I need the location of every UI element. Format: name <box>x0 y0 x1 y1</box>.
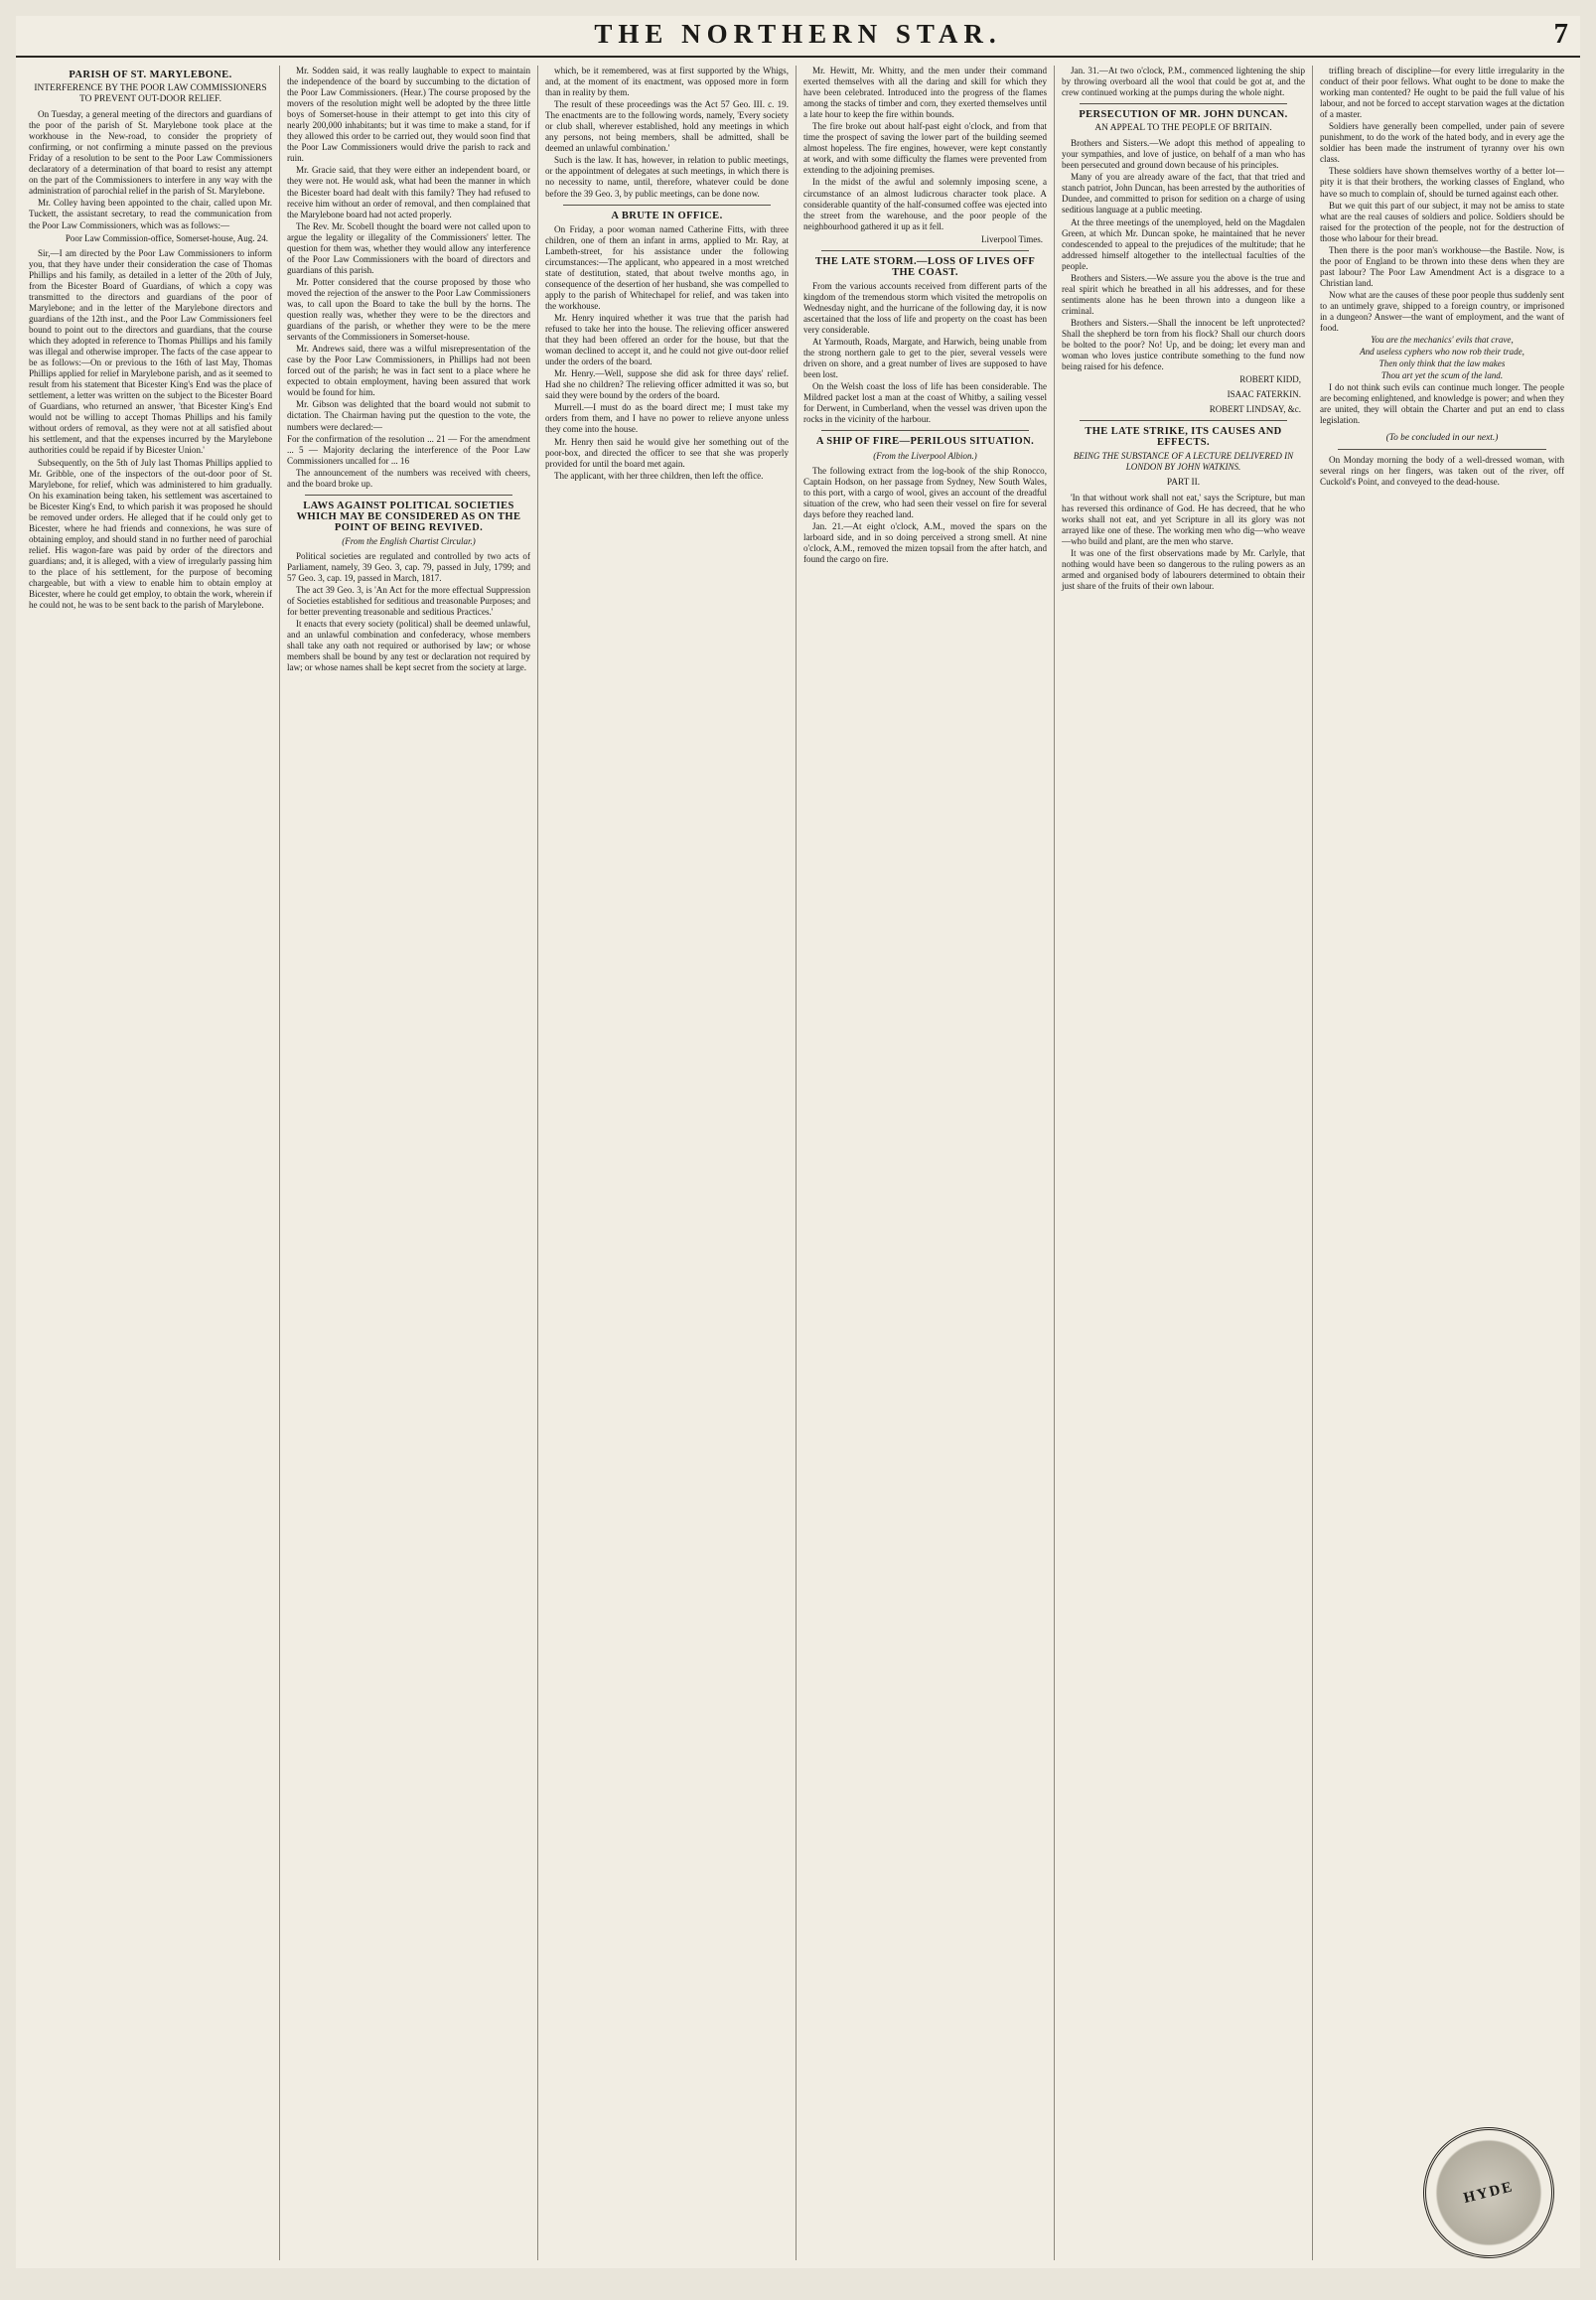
divider <box>821 430 1029 431</box>
source-line: (From the Liverpool Albion.) <box>873 450 977 461</box>
paragraph: At Yarmouth, Roads, Margate, and Harwich, being unable from the strong northern gale to get to the pier, several vessels were driven on shore, and a great number of lives are supposed to have been lost. <box>803 337 1047 380</box>
paragraph: The fire broke out about half-past eight o'clock, and from that time the prospect of saving the lower part of the building seemed almost hopeless. The fire engines, however, were kept constantly at work, and with some difficulty the flames were prevented from extending to the adjoining premises. <box>803 121 1047 176</box>
paragraph: But we quit this part of our subject, it may not be amiss to state what are the real causes of soldiers and police. Soldiers should be raised for the protection of the people, not for the destruction of those who labour for their bread. <box>1320 200 1564 243</box>
division-result: For the confirmation of the resolution ... 21 — For the amendment ... 5 — Majority declaring the interference of the Poor Law Commissioners uncalled for ... 16 <box>287 433 530 466</box>
paragraph: Mr. Hewitt, Mr. Whitty, and the men under their command exerted themselves with all the daring and skill for which they have been celebrated. Introduced into the progress of the flames among the stacks of timber and corn, they exerted themselves until a late hour to keep the fire within bounds. <box>803 66 1047 120</box>
paragraph: Soldiers have generally been compelled, under pain of severe punishment, to do the work of the hated body, and in every age the soldier has been made the instrument of tyranny over his own class. <box>1320 121 1564 165</box>
newspaper-title: THE NORTHERN STAR. <box>594 19 1002 49</box>
source-line: (From the English Chartist Circular.) <box>342 535 476 546</box>
headline-late-storm: THE LATE STORM.—LOSS OF LIVES OFF THE COAST. <box>814 255 1036 278</box>
paragraph: Mr. Sodden said, it was really laughable to expect to maintain the independence of the board by succumbing to the dictation of the Poor Law Commissioners. (Hear.) The course proposed by the movers of the resolution might well be adopted by the three little boys of Somerset-house in their attempt to get into this city of nearly 200,000 inhabitants; but it was time to make a stand, for if they allowed this order to be carried out, they would soon find that the Poor Law Commissioners would drive the parish to rack and ruin. <box>287 66 530 164</box>
masthead <box>16 16 1580 58</box>
paragraph: Brothers and Sisters.—We adopt this method of appealing to your sympathies, and love of justice, on behalf of a man who has been persecuted and ground down because of his principles. <box>1062 138 1305 171</box>
divider <box>821 250 1029 251</box>
part-label: PART II. <box>1166 477 1201 488</box>
paragraph: In the midst of the awful and solemnly imposing scene, a circumstance of an almost ludicrous character took place. A considerable quantity of the half-consumed coffee was ejected into the street from the warehouse, and the poor people of the neighbourhood gathered it up as it fell. <box>803 177 1047 231</box>
divider <box>305 495 512 496</box>
paragraph: Mr. Potter considered that the course proposed by those who moved the rejection of the answer to the Poor Law Commissioners was, to call upon the Board to take the bull by the horns. The question really was, whether they were to be the directors and guardians of the parish, or whether they were to be the mere servants of the Commissioners in Somerset-house. <box>287 276 530 343</box>
headline-laws: LAWS AGAINST POLITICAL SOCIETIES WHICH MAY BE CONSIDERED AS ON THE POINT OF BEING REVIVED. <box>296 500 521 533</box>
paragraph: I do not think such evils can continue much longer. The people are becoming enlightened, and knowledge is power; and when they are united, they will obtain the Charter and put an end to class legislation. <box>1320 382 1564 426</box>
signature: ROBERT KIDD, <box>1239 374 1301 385</box>
paragraph: The result of these proceedings was the Act 57 Geo. III. c. 19. The enactments are to the following words, namely, 'Every society or club shall, wherever established, hold any meetings in which any persons, not being members, shall be admitted, shall be deemed an unlawful combination.' <box>545 99 789 154</box>
subhead-appeal: AN APPEAL TO THE PEOPLE OF BRITAIN. <box>1094 123 1272 134</box>
paragraph: The Rev. Mr. Scobell thought the board were not called upon to argue the legality or illegality of the Commissioners' letter. The question for them was, whether they would allow any interference of the Poor Law Commissioners with the board of directors and guardians of this parish. <box>287 220 530 275</box>
newspaper-page <box>16 16 1580 2268</box>
headline-brute: A BRUTE IN OFFICE. <box>611 210 723 221</box>
paragraph: Then there is the poor man's workhouse—the Bastile. Now, is the poor of England to be thrown into these dens when they are past labour? The Poor Law Amendment Act is a disgrace to a Christian land. <box>1320 244 1564 288</box>
signature: ROBERT LINDSAY, &c. <box>1209 404 1301 415</box>
paragraph: Mr. Gracie said, that they were either an independent board, or they were not. He would ask, what had been the manner in which the Bicester board had dealt with this family? They had refused to receive him without an order of removal, and then complained that the Marylebone board had not acted properly. <box>287 165 530 219</box>
subhead-interference: INTERFERENCE BY THE POOR LAW COMMISSIONERS TO PREVENT OUT-DOOR RELIEF. <box>34 83 267 105</box>
paragraph: Many of you are already aware of the fact, that that tried and stanch patriot, John Duncan, has been arrested by the authorities of Dundee, and committed to prison for sedition on a charge of using seditious language at a public meeting. <box>1062 172 1305 216</box>
paragraph: Murrell.—I must do as the board direct me; I must take my orders from them, and I have no power to relieve anyone unless they come into the house. <box>545 402 789 435</box>
paragraph: From the various accounts received from different parts of the kingdom of the tremendous storm which visited the metropolis on Wednesday night, and the hurricane of the following day, it is now ascertained that the loss of life and property on the coast has been very considerable. <box>803 280 1047 336</box>
paragraph: On Tuesday, a general meeting of the directors and guardians of the poor of the parish of St. Marylebone took place at the workhouse in the New-road, to consider the propriety of confirming, or not confirming a minute passed on the previous Friday of a resolution to be sent to the Poor Law Commissioners declaratory of a determination of that board to resist any attempt on the part of the Commissioners to interfere in any way with the administration of parochial relief in the parish of St. Marylebone. <box>29 109 272 197</box>
paragraph: Political societies are regulated and controlled by two acts of Parliament, namely, 39 Geo. 3, cap. 79, passed in July, 1799; and 57 Geo. 3, cap. 19, passed in March, 1817. <box>287 550 530 584</box>
paragraph: 'In that without work shall not eat,' says the Scripture, but man has reversed this ordinance of God. He has decreed, that he who works shall not eat, and yet Scripture in all its glory was not arrayed like one of these. The working men who dig—who weave—who build and plant, are the men who starve. <box>1062 492 1305 546</box>
headline-parish: PARISH OF ST. MARYLEBONE. <box>69 70 232 80</box>
column-6 <box>1313 66 1571 2260</box>
column-2 <box>280 66 538 2260</box>
paragraph: Mr. Andrews said, there was a wilful misrepresentation of the case by the Poor Law Commissioners, in Phillips had not been forced out of the parish; he was in fact sent to a place where he expected to obtain employment, having been assured that work would be found for him. <box>287 344 530 398</box>
divider <box>1338 449 1546 450</box>
paragraph: Mr. Henry then said he would give her something out of the poor-box, and directed the officer to see that she was properly provided for until the board met again. <box>545 436 789 469</box>
verse-line: Thou art yet the scum of the land. <box>1380 370 1504 381</box>
column-4 <box>797 66 1055 2260</box>
paragraph: Now what are the causes of these poor people thus suddenly sent to an untimely grave, shipped to a foreign country, or imprisoned in a dungeon? Answer—the want of employment, and the want of food. <box>1320 289 1564 334</box>
divider <box>563 205 771 206</box>
paragraph: The following extract from the log-book of the ship Ronocco, Captain Hodson, on her passage from Sydney, New South Wales, to this port, with a cargo of wool, gives an account of the dreadful situation of the crew, who had seen their vessel on fire for several days before they reached land. <box>803 465 1047 519</box>
paragraph: The act 39 Geo. 3, is 'An Act for the more effectual Suppression of Societies established for seditious and treasonable Purposes; and for better preventing treasonable and seditious Practices.' <box>287 585 530 618</box>
headline-late-strike: THE LATE STRIKE, ITS CAUSES AND EFFECTS. <box>1085 426 1282 449</box>
column-5 <box>1055 66 1313 2260</box>
column-1 <box>22 66 280 2260</box>
stamp-text: HYDE <box>1462 2179 1516 2207</box>
headline-duncan: PERSECUTION OF MR. JOHN DUNCAN. <box>1079 109 1288 121</box>
paragraph: It enacts that every society (political) shall be deemed unlawful, and an unlawful combination and confederacy, whose members shall take any oath not required or authorised by law; or whose members shall be bound by any test or declaration not required by law; or whose names shall be kept secret from the society at large. <box>287 619 530 673</box>
paragraph: Jan. 21.—At eight o'clock, A.M., moved the spars on the larboard side, and in so doing perceived a strong smell. At nine o'clock, A.M., removed the mizen topsail from the after hatch, and found the cargo on fire. <box>803 520 1047 564</box>
letter-heading: Poor Law Commission-office, Somerset-house, Aug. 24. <box>65 232 268 243</box>
continued-note: (To be concluded in our next.) <box>1385 432 1499 443</box>
paragraph: On Monday morning the body of a well-dressed woman, with several rings on her fingers, was taken out of the river, off Cuckold's Point, and conveyed to the dead-house. <box>1320 454 1564 487</box>
paragraph: The announcement of the numbers was received with cheers, and the board broke up. <box>287 467 530 489</box>
paragraph: Brothers and Sisters.—Shall the innocent be left unprotected? Shall the shepherd be torn from his flock? Shall our church doors be bolted to the poor? No! Up, and be doing; let every man and woman who loves justice contribute something to the fund now being raised for his defence. <box>1062 317 1305 372</box>
paragraph: which, be it remembered, was at first supported by the Whigs, and, at the moment of its enactment, was opposed more in form than in reality by them. <box>545 66 789 98</box>
paragraph: Mr. Henry.—Well, suppose she did ask for three days' relief. Had she no children? The relieving officer admitted it was so, but said they were bound by the orders of the board. <box>545 368 789 401</box>
verse-line: And useless cyphers who now rob their trade, <box>1360 347 1524 358</box>
paragraph: trifling breach of discipline—for every little irregularity in the conduct of their poor fellows. What ought to be done to make the working man contented? He ought to be paid the full value of his labour, and not be forced to accept starvation wages at the dictation of a master. <box>1320 66 1564 120</box>
headline-ship-fire: A SHIP OF FIRE—PERILOUS SITUATION. <box>815 436 1035 448</box>
paragraph: Brothers and Sisters.—We assure you the above is the true and real spirit which he breathed in all his addresses, and for these sentiments alone has he been thrown into a dungeon like a criminal. <box>1062 272 1305 316</box>
paragraph: Mr. Gibson was delighted that the board would not submit to dictation. The Chairman having put the question to the vote, the numbers were declared:— <box>287 399 530 432</box>
page-number: 7 <box>1553 18 1568 50</box>
divider <box>1080 103 1287 104</box>
subhead-lecture: BEING THE SUBSTANCE OF A LECTURE DELIVERED IN LONDON BY JOHN WATKINS. <box>1073 451 1294 473</box>
divider <box>1080 420 1287 421</box>
column-3 <box>538 66 797 2260</box>
paragraph: Such is the law. It has, however, in relation to public meetings, or the appointment of delegates at such meetings, in which there is no necessity to name, until, therefore, whatever could be done before the 39 Geo. 3, by public meetings, can be done now. <box>545 155 789 199</box>
paragraph: Subsequently, on the 5th of July last Thomas Phillips applied to Mr. Gribble, one of the inspectors of the out-door poor of St. Marylebone, for relief, which was administered to him gradually. On his examination being taken, his settlement was ascertained to be Bicester King's End, to which parish it was proposed he should be removed under orders. He alleged that if he could only get to Bicester, where he had friends and connexions, he was sure of obtaining employ, and should stand in no further need of parochial relief. His wagon-fare was paid by order of the directors and guardians; and, it is alleged, with a view of irregularly passing him to the place of his settlement, for the purpose of becoming chargeable, but with a view to enable him to obtain employ at Bicester, where he could get employ, to obtain the work, wherein if he could not, he was to be sent back to the parish of Marylebone. <box>29 457 272 611</box>
paragraph: The applicant, with her three children, then left the office. <box>554 470 764 481</box>
source-line: Liverpool Times. <box>980 233 1043 244</box>
paragraph: Mr. Colley having been appointed to the chair, called upon Mr. Tuckett, the assistant secretary, to read the communication from the Poor Law Commissioners, which was as follows:— <box>29 198 272 230</box>
paragraph: These soldiers have shown themselves worthy of a better lot—pity it is that their brothers, the working classes of England, who have so much to complain of, should be turned against each other. <box>1320 166 1564 199</box>
paragraph: Sir,—I am directed by the Poor Law Commissioners to inform you, that they have under their consideration the case of Thomas Phillips and his family, as detailed in a letter of the 20th of July, from the Bicester Board of Guardians, of which a copy was transmitted to the directors and guardians of the poor of Marylebone; and in the letter of the Marylebone directors and guardians of the 12th inst., and the Poor Law Commissioners feel bound to point out to the directors and guardians, that the course which they adopted in reference to Thomas Phillips and his family was illegal and otherwise improper. The facts of the case appear to be as follows:—On or previous to the 16th of last May, Thomas Phillips applied for relief in Marylebone parish, and as it seemed to result from his statement that Bicester King's End was the place of settlement, a letter was written on the subject to the Bicester Board of Guardians, who returned an answer, 'that Bicester King's End would not be willing to accept Thomas Phillips and his family without orders of removal, as they were not at all satisfied about his settlement, and that the expenses incurred by the Marylebone authorities could be repaid if by Bicester Union.' <box>29 247 272 456</box>
paragraph: Mr. Henry inquired whether it was true that the parish had refused to take her into the house. The relieving officer answered that they had been offered an order for the house, but that the woman declined to accept it, and he could not give out-door relief under the orders of the board. <box>545 312 789 367</box>
verse-line: You are the mechanics' evils that crave, <box>1371 335 1514 346</box>
verse-line: Then only think that the law makes <box>1378 359 1506 369</box>
paragraph: Jan. 31.—At two o'clock, P.M., commenced lightening the ship by throwing overboard all the wool that could be got at, and the crew continued working at the pumps during the whole night. <box>1062 66 1305 98</box>
paragraph: On Friday, a poor woman named Catherine Fitts, with three children, one of them an infant in arms, applied to Mr. Ray, at Lambeth-street, for his assistance under the following circumstances:—The applicant, who appeared in a most wretched state of destitution, stated, that about twelve months ago, in consequence of the desertion of her husband, she was compelled to apply to the parish of Whitechapel for relief, and was taken into the workhouse. <box>545 223 789 311</box>
paragraph: On the Welsh coast the loss of life has been considerable. The Mildred packet lost a man at the coast of Whitby, a sailing vessel for Derwent, in Cumberland, when the vessel was driven upon the rocks in the vicinity of the harbour. <box>803 381 1047 425</box>
paragraph: At the three meetings of the unemployed, held on the Magdalen Green, at which Mr. Duncan spoke, he maintained that he never condescended to appeal to the prejudices of the multitude; that he addressed himself altogether to the intellectual faculties of the people. <box>1062 216 1305 271</box>
columns <box>22 66 1574 2260</box>
paragraph: It was one of the first observations made by Mr. Carlyle, that nothing would have been so dangerous to the ruling powers as an armed and organised body of labourers determined to obtain their just share of the fruits of their own labour. <box>1062 547 1305 591</box>
signature: ISAAC FATERKIN. <box>1227 389 1301 400</box>
